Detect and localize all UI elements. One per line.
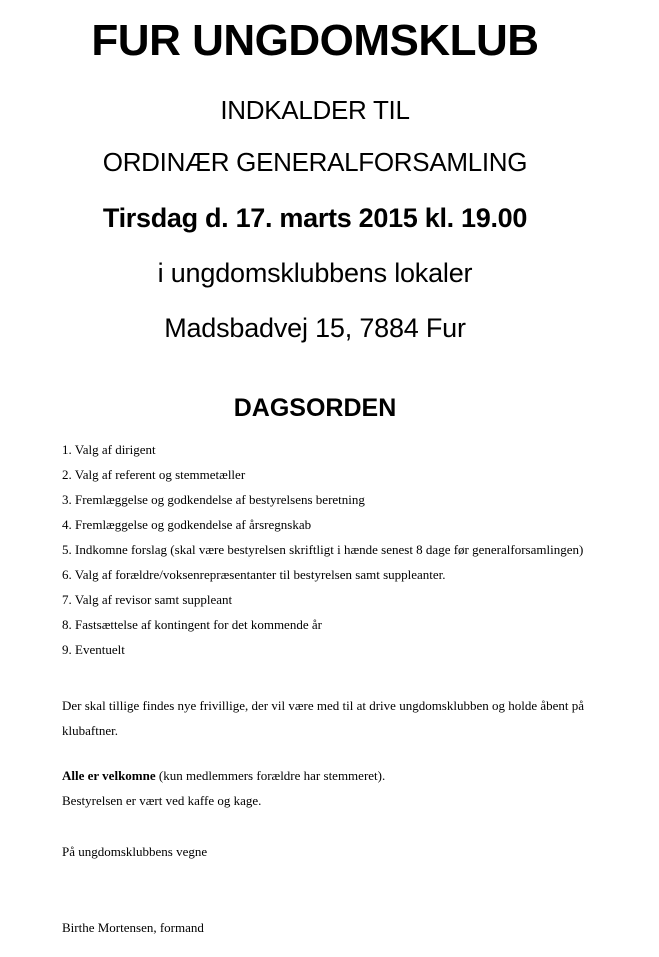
welcome-bold: Alle er velkomne (62, 768, 156, 783)
agenda-item: 3. Fremlæggelse og godkendelse af bestyrelsens beretning (62, 492, 365, 507)
agenda-item: 7. Valg af revisor samt suppleant (62, 592, 233, 607)
agenda-item: 8. Fastsættelse af kontingent for det kommende år (62, 617, 322, 632)
club-title: FUR UNGDOMSKLUB (91, 16, 539, 65)
agenda-item: 2. Valg af referent og stemmetæller (62, 467, 246, 482)
subtitle-summons: INDKALDER TIL (220, 95, 410, 125)
agenda-item: 4. Fremlæggelse og godkendelse af årsregnskab (62, 517, 312, 532)
meeting-venue: i ungdomsklubbens lokaler (157, 258, 473, 288)
refreshments-line: Bestyrelsen er vært ved kaffe og kage. (62, 793, 262, 808)
agenda-list (62, 442, 583, 667)
welcome-note: (kun medlemmers forældre har stemmeret). (155, 768, 386, 783)
agenda-item: 1. Valg af dirigent (62, 442, 156, 457)
agenda-item: 6. Valg af forældre/voksenrepræsentanter til bestyrelsen samt suppleanter. (62, 567, 446, 582)
subtitle-meeting-type: ORDINÆR GENERALFORSAMLING (102, 147, 528, 177)
agenda-item: 9. Eventuelt (62, 642, 125, 657)
volunteers-paragraph: Der skal tillige findes nye frivillige, der vil være med til at drive ungdomsklubben og holde åbent på klubaftner. (62, 698, 585, 738)
signature: Birthe Mortensen, formand (62, 920, 204, 935)
meeting-date-time: Tirsdag d. 17. marts 2015 kl. 19.00 (102, 203, 528, 233)
on-behalf-line: På ungdomsklubbens vegne (62, 844, 208, 859)
welcome-line (62, 768, 385, 784)
meeting-address: Madsbadvej 15, 7884 Fur (164, 313, 466, 343)
agenda-item: 5. Indkomne forslag (skal være bestyrelsen skriftligt i hænde senest 8 dage før generalforsamlingen) (62, 542, 584, 557)
agenda-title: DAGSORDEN (233, 394, 397, 422)
